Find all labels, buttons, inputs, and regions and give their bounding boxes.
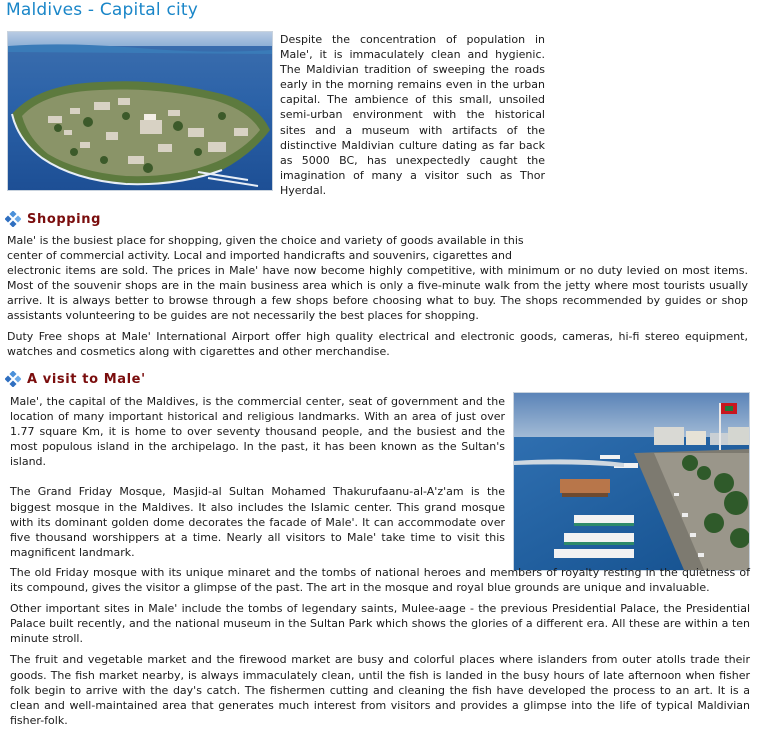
visit-paragraph-1: Male', the capital of the Maldives, is the commercial center, seat of government and the location of many important historical and religious landmarks. With an area of just over 1.77 square Km, it is home to over seventy thousand people, and the busiest and the most populous island in the archipelago. In the past, it has been known as the Sultan's island. <box>10 395 505 469</box>
aerial-photo-male <box>7 31 273 191</box>
harbour-photo-male <box>513 392 750 571</box>
page-title: Maldives - Capital city <box>6 0 199 20</box>
shopping-line-2: center of commercial activity. Local and imported handicrafts and souvenirs, cigarettes and <box>7 249 512 263</box>
visit-paragraph-4: Other important sites in Male' include the tombs of legendary saints, Mulee-aage - the previous Presidential Palace, the Presidential Palace built recently, and the national museum in the Sultan Park which shows the glories of a different era. All these are within a ten minute stroll. <box>10 602 750 646</box>
intro-paragraph: Despite the concentration of population in Male', it is immaculately clean and hygienic. The Maldivian tradition of sweeping the roads early in the morning remains even in the urban capital. The ambience of this small, unsoiled semi-urban environment with the historical sites and a museum with artifacts of the distinctive Maldivian culture dating as far back as 5000 BC, has unexpectedly caught the imagination of many a visitor such as Thor Hyerdal. <box>280 33 545 197</box>
shopping-paragraph: electronic items are sold. The prices in Male' have now become highly competitive, with minimum or no duty levied on most items. Most of the souvenir shops are in the main business area which is only a five-minute walk from the jetty where most tourists usually arrive. It is always better to browse through a few shops before choosing what to buy. The shops recommended by guides or shop assistants volunteering to be guides are not necessarily the best places for shopping. <box>7 264 748 323</box>
shopping-heading-row <box>5 211 101 227</box>
shopping-heading: Shopping <box>27 211 101 227</box>
diamond-cluster-bullet-icon <box>5 371 21 387</box>
diamond-cluster-bullet-icon <box>5 211 21 227</box>
duty-free-paragraph: Duty Free shops at Male' International Airport offer high quality electrical and electronic goods, cameras, hi-fi stereo equipment, watches and cosmetics along with cigarettes and other merchandise. <box>7 330 748 359</box>
visit-paragraph-3: The old Friday mosque with its unique minaret and the tombs of national heroes and members of royalty resting in the quietness of its compound, gives the visitor a glimpse of the past. The art in the mosque and royal blue grounds are unique and invaluable. <box>10 566 750 595</box>
shopping-line-1: Male' is the busiest place for shopping, given the choice and variety of goods available in this <box>7 234 524 247</box>
visit-paragraph-5: The fruit and vegetable market and the firewood market are busy and colorful places where islanders from outer atolls trade their goods. The fish market nearby, is always immaculately clean, until the fish is landed in the busy hours of late afternoon when fisher folk begin to arrive with the day's catch. The fishermen cutting and cleaning the fish have developed the process to an art. It is a clean and well-maintained area that generates much interest from visitors and provides a glimpse into the life of typical Maldivian fisher-folk. <box>10 653 750 727</box>
visit-heading-row <box>5 371 146 387</box>
visit-heading: A visit to Male' <box>27 371 146 387</box>
visit-paragraph-2: The Grand Friday Mosque, Masjid-al Sultan Mohamed Thakurufaanu-al-A'z'am is the biggest mosque in the Maldives. It also includes the Islamic center. This grand mosque with its dominant golden dome decorates the facade of Male'. It can accommodate over five thousand worshippers at a time. Nearly all visitors to Male' take time to visit this magnificent landmark. <box>10 485 505 559</box>
